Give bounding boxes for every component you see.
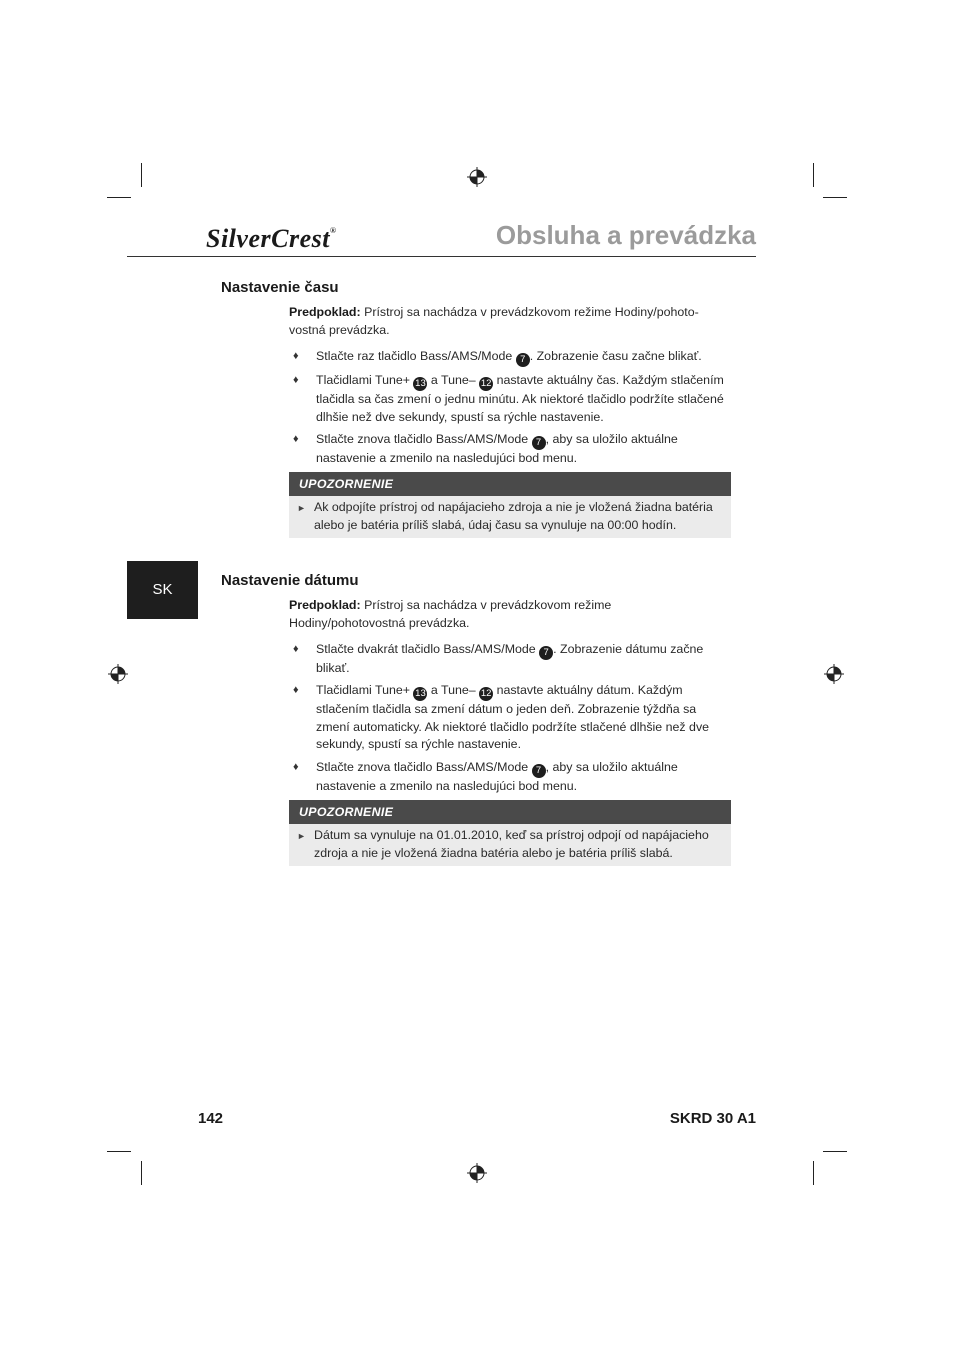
crop-mark (813, 1161, 814, 1185)
diamond-bullet-icon: ♦ (293, 643, 299, 655)
prerequisite-label: Predpoklad: (289, 305, 361, 319)
header-divider (127, 256, 756, 257)
list-item: ♦ Tlačidlami Tune+ 13 a Tune– 12 nastavte aktuálny čas. Každým stlačením tlačidla sa čas zmení o jednu minútu. Ak niektoré tlačidlo podržíte stlačené dlhšie než dve sekundy, spustí sa rýchle nastavenie. (293, 373, 724, 424)
prerequisite-label: Predpoklad: (289, 598, 361, 612)
crop-mark (823, 197, 847, 198)
diamond-bullet-icon: ♦ (293, 433, 299, 445)
crop-mark (813, 163, 814, 187)
list-item: ♦ Stlačte znova tlačidlo Bass/AMS/Mode 7 , aby sa uložilo aktuálne nastavenie a zmenilo na nasledujúci bod menu. (293, 760, 678, 793)
registration-mark-icon (824, 664, 844, 684)
crop-mark (823, 1151, 847, 1152)
section-heading-date: Nastavenie dátumu (221, 572, 359, 589)
page-number: 142 (198, 1110, 224, 1127)
note-text: Ak odpojíte prístroj od napájacieho zdroja a nie je vložená žiadna batéria alebo je batéria príliš slabá, údaj času sa vynuluje na 00:00 hodín. (314, 500, 713, 532)
brand-name: SilverCrest (206, 224, 330, 253)
brand-logo (206, 224, 336, 254)
note-body (289, 496, 731, 538)
list-item: ♦ Stlačte dvakrát tlačidlo Bass/AMS/Mode 7 . Zobrazenie dátumu začne blikať. (293, 642, 704, 675)
button-number-badge: 7 (532, 436, 546, 450)
registration-mark-icon (108, 664, 128, 684)
note-box (289, 472, 731, 538)
button-number-badge: 7 (516, 353, 530, 367)
diamond-bullet-icon: ♦ (293, 684, 299, 696)
note-text: Dátum sa vynuluje na 01.01.2010, keď sa prístroj odpojí od napájacieho zdroja a nie je vložená žiadna batéria alebo je batéria príliš slabá. (314, 828, 709, 860)
button-number-badge: 13 (415, 688, 426, 699)
prerequisite-date (289, 597, 731, 632)
list-item: ♦ Stlačte raz tlačidlo Bass/AMS/Mode 7 . Zobrazenie času začne blikať. (293, 349, 702, 365)
prerequisite-time (289, 304, 731, 339)
button-number-badge: 13 (415, 378, 426, 389)
note-title: UPOZORNENIE (289, 800, 731, 824)
arrow-bullet-icon: ► (297, 831, 306, 841)
prerequisite-text: Prístroj sa nachádza v prevádzkovom režime Hodiny/pohotovostná prevádzka. (289, 598, 612, 630)
button-number-badge: 12 (480, 378, 492, 389)
note-box (289, 800, 731, 866)
note-title: UPOZORNENIE (289, 472, 731, 496)
arrow-bullet-icon: ► (297, 503, 306, 513)
crop-mark (141, 163, 142, 187)
registration-mark-icon (467, 167, 487, 187)
button-number-badge: 12 (480, 688, 492, 699)
model-number: SKRD 30 A1 (669, 1110, 756, 1127)
button-number-badge: 7 (532, 764, 546, 778)
section-heading-time: Nastavenie času (221, 279, 339, 296)
crop-mark (107, 1151, 131, 1152)
registration-mark-icon (467, 1163, 487, 1183)
list-item: ♦ Stlačte znova tlačidlo Bass/AMS/Mode 7 , aby sa uložilo aktuálne nastavenie a zmenilo na nasledujúci bod menu. (293, 432, 678, 465)
page-title: Obsluha a prevádzka (495, 220, 756, 250)
diamond-bullet-icon: ♦ (293, 350, 299, 362)
prerequisite-text: Prístroj sa nachádza v prevádzkovom režime Hodiny/pohoto-vostná prevádzka. (289, 305, 699, 337)
language-tab: SK (127, 561, 198, 619)
note-body (289, 824, 731, 866)
crop-mark (107, 197, 131, 198)
diamond-bullet-icon: ♦ (293, 761, 299, 773)
list-item: ♦ Tlačidlami Tune+ 13 a Tune– 12 nastavte aktuálny dátum. Každým stlačením tlačidla sa zmení dátum o jeden deň. Zobrazenie týždňa sa zmení automaticky. Ak niektoré tlačidlo podržíte stlačené dlhšie než dve sekundy, spustí sa rýchle nastavenie. (293, 683, 710, 751)
button-number-badge: 7 (539, 646, 553, 660)
registered-mark: ® (329, 226, 337, 235)
crop-mark (141, 1161, 142, 1185)
diamond-bullet-icon: ♦ (293, 374, 299, 386)
